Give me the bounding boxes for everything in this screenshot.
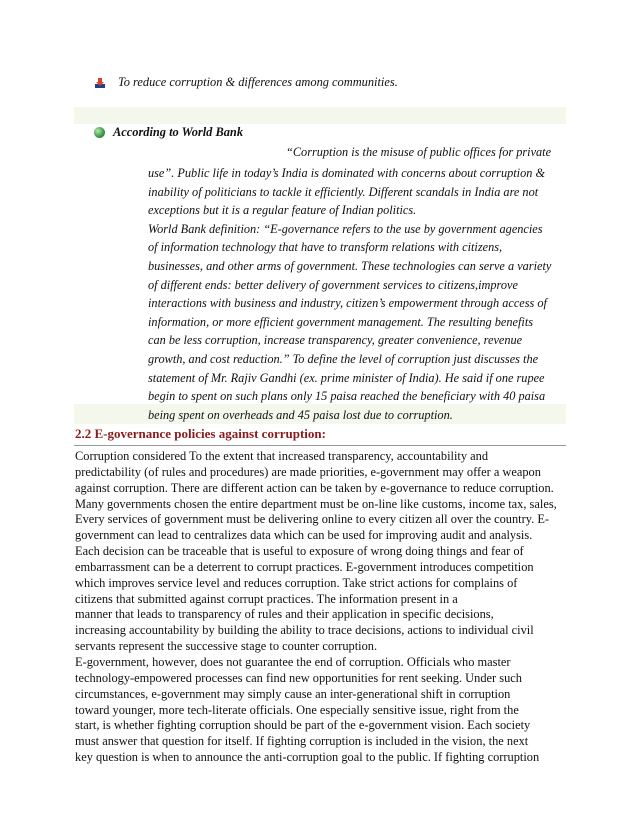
- body-line: circumstances, e-government may simply cause an inter-generational shift in corruption: [75, 686, 511, 701]
- body-line: which improves service level and reduces corruption. Take strict actions for complains of: [75, 575, 518, 590]
- body-line: Many governments chosen the entire department must be on-line like customs, income tax, sales,: [75, 496, 557, 511]
- section-divider: [74, 445, 566, 446]
- paragraph-line: of information technology that have to transform relations with citizens,: [148, 240, 503, 255]
- paragraph-line: information, or more efficient government management. The resulting benefits: [148, 314, 534, 329]
- paragraph-line: of different ends: better delivery of government services to citizens,improve: [148, 277, 518, 292]
- section-body: [75, 449, 557, 766]
- paragraph-line: statement of Mr. Rajiv Gandhi (ex. prime minister of India). He said if one rupee: [148, 370, 545, 385]
- body-line: toward younger, more tech-literate officials. One especially sensitive issue, right from the: [75, 702, 519, 717]
- paragraph-line: use”. Public life in today’s India is dominated with concerns about corruption &: [148, 166, 546, 180]
- paragraph-line: being spent on overheads and 45 paisa lost due to corruption.: [148, 407, 453, 422]
- paragraph-line: inability of politicians to tackle it efficiently. Different scandals in India are not: [148, 184, 539, 199]
- arrow-bullet-icon: [94, 77, 108, 89]
- body-line: start, is whether fighting corruption should be part of the e-government vision. Each society: [75, 718, 531, 733]
- body-line: E-government, however, does not guarantee the end of corruption. Officials who master: [75, 654, 511, 669]
- body-line: government can lead to centralizes data which can be used for improving audit and analysis.: [75, 528, 533, 543]
- paragraph-line: can be less corruption, increase transparency, greater convenience, revenue: [148, 333, 523, 348]
- green-ball-bullet-icon: [94, 127, 105, 138]
- paragraph-line: begin to spent on such plans only 15 paisa reached the beneficiary with 40 paisa: [148, 389, 546, 404]
- body-line: key question is when to announce the anti-corruption goal to the public. If fighting corruption: [75, 750, 540, 765]
- body-line: increasing accountability by building the ability to trace decisions, actions to individual civil: [75, 623, 534, 638]
- body-line: Each decision can be traceable that is useful to exposure of wrong doing things and fear of: [75, 544, 524, 559]
- paragraph-line: interactions with business and industry, citizen’s empowerment through access of: [148, 296, 547, 311]
- bullet-item-reduce-corruption: [94, 75, 398, 90]
- body-line: Every services of government must be delivering online to every citizen all over the country. E-: [75, 512, 550, 527]
- bullet-text: To reduce corruption & differences among communities.: [118, 75, 398, 89]
- body-line: servants represent the successive stage to counter corruption.: [75, 639, 378, 654]
- world-bank-paragraph: [148, 164, 551, 424]
- section-heading: 2.2 E-governance policies against corruption:: [75, 426, 326, 441]
- body-line: citizens that submitted against corrupt practices. The information present in a: [75, 591, 458, 606]
- shaded-band-top: [74, 107, 566, 124]
- body-line: Corruption considered To the extent that increased transparency, accountability and: [75, 449, 489, 463]
- world-bank-quote-first-line: “Corruption is the misuse of public offices for private: [286, 145, 552, 159]
- paragraph-line: growth, and cost reduction.” To define the level of corruption just discusses the: [148, 351, 539, 366]
- body-line: technology-empowered processes can find new opportunities for rent seeking. Under such: [75, 670, 522, 685]
- world-bank-heading: According to World Bank: [113, 125, 244, 139]
- body-line: manner that leads to transparency of rules and their application in specific decisions,: [75, 607, 494, 622]
- body-line: embarrassment can be a deterrent to corrupt practices. E-government introduces competition: [75, 559, 534, 574]
- paragraph-line: World Bank definition: “E-governance refers to the use by government agencies: [148, 221, 543, 236]
- body-line: must answer that question for itself. If fighting corruption is included in the vision, the next: [75, 734, 529, 749]
- world-bank-heading-row: [94, 125, 243, 140]
- body-line: predictability (of rules and procedures) are made priorities, e-government may offer a weapon: [75, 464, 541, 479]
- body-line: against corruption. There are different action can be taken by e-governance to reduce corruption.: [75, 480, 554, 495]
- paragraph-line: exceptions but it is a regular feature of Indian politics.: [148, 203, 417, 218]
- paragraph-line: businesses, and other arms of government. These technologies can serve a variety: [148, 258, 552, 273]
